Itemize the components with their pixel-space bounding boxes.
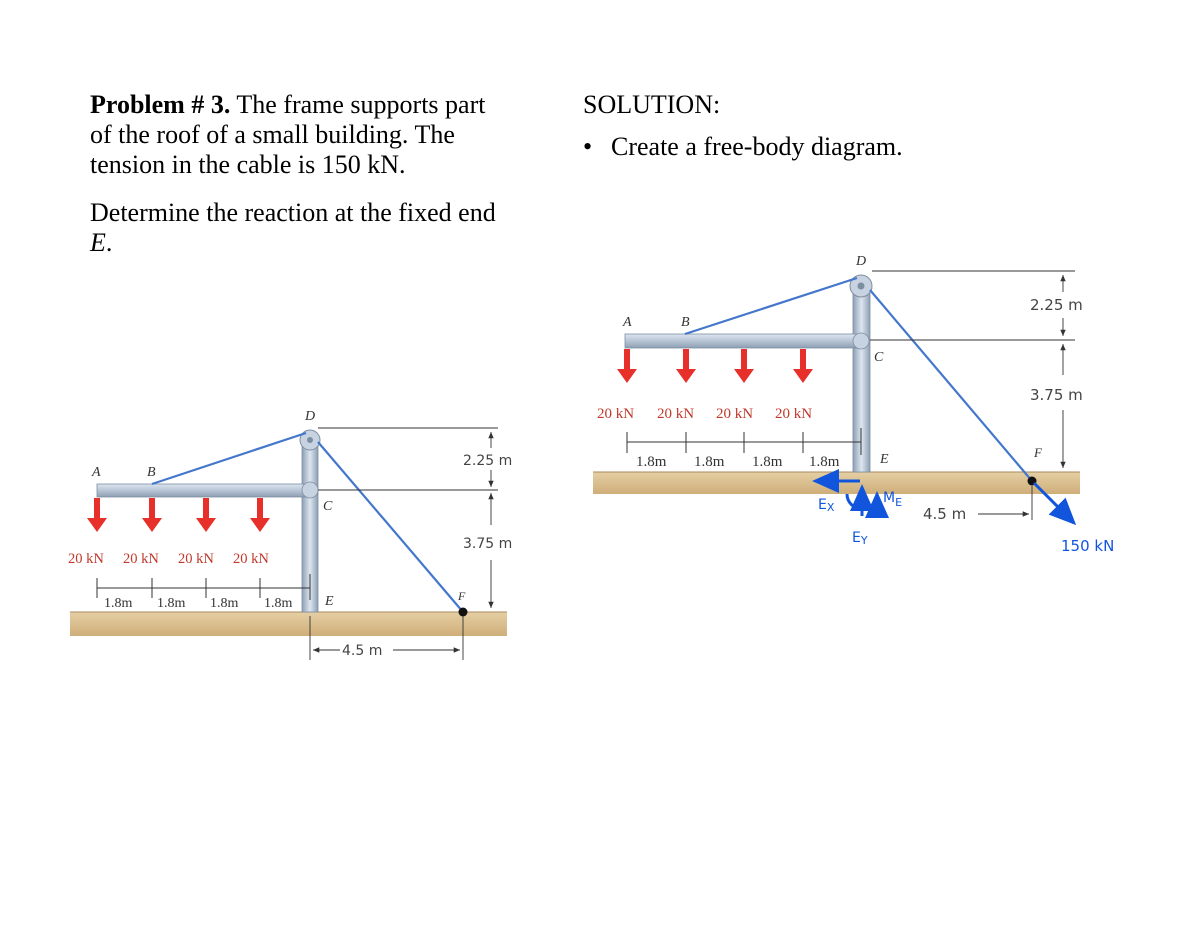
load-arrow	[87, 498, 107, 532]
load-label: 20 kN	[68, 551, 104, 567]
cable-df	[870, 290, 1032, 481]
label-d: D	[305, 409, 316, 424]
spacing-dimension	[627, 428, 861, 455]
problem-text: The frame supports part of the roof of a small building. The tension in the cable is 150 kN.	[90, 90, 486, 179]
cable-df	[318, 442, 463, 612]
dim-top-label: 2.25 m	[463, 453, 513, 469]
load-arrow	[676, 349, 696, 383]
load-arrow	[196, 498, 216, 532]
spacing-label: 1.8m	[210, 596, 239, 611]
bullet-dot: •	[583, 132, 593, 161]
spacing-label: 1.8m	[157, 596, 186, 611]
dim-base-label: 4.5 m	[342, 643, 383, 659]
spacing-label: 1.8m	[752, 454, 783, 470]
question-suffix: .	[105, 228, 113, 257]
beam-ab	[97, 484, 307, 497]
spacing-label: 1.8m	[104, 596, 133, 611]
load-arrow	[734, 349, 754, 383]
label-a: A	[92, 465, 101, 480]
load-arrow	[250, 498, 270, 532]
reaction-ey-label: EY	[852, 530, 868, 547]
label-b: B	[147, 465, 156, 480]
dim-mid-label: 3.75 m	[463, 536, 513, 552]
label-a: A	[623, 315, 632, 330]
load-arrow	[793, 349, 813, 383]
free-body-diagram	[593, 254, 1114, 555]
ground	[593, 472, 1080, 494]
label-e: E	[325, 594, 334, 609]
spacing-label: 1.8m	[264, 596, 293, 611]
dim-base-label: 4.5 m	[923, 505, 967, 523]
tension-label: 150 kN	[1061, 537, 1115, 555]
load-label: 20 kN	[233, 551, 269, 567]
question-var: E	[90, 228, 106, 257]
label-b: B	[681, 315, 690, 330]
spacing-label: 1.8m	[636, 454, 667, 470]
load-arrow	[617, 349, 637, 383]
bullet-text: Create a free-body diagram.	[611, 132, 903, 161]
load-label: 20 kN	[597, 406, 635, 422]
load-label: 20 kN	[657, 406, 695, 422]
reaction-ex-label: EX	[818, 497, 835, 514]
joint-c	[853, 333, 869, 349]
moment-me-label: $M_E$	[883, 490, 903, 509]
load-label: 20 kN	[123, 551, 159, 567]
spacing-label: 1.8m	[809, 454, 840, 470]
cable-bd	[685, 278, 857, 334]
spacing-label: 1.8m	[694, 454, 725, 470]
question-text: Determine the reaction at the fixed end	[90, 198, 496, 227]
load-label: 20 kN	[716, 406, 754, 422]
ground	[70, 612, 507, 636]
beam-ab	[625, 334, 857, 348]
cable-bd	[152, 433, 306, 484]
label-c: C	[323, 499, 333, 514]
label-c: C	[874, 350, 884, 365]
solution-heading: SOLUTION:	[583, 90, 721, 119]
label-d: D	[856, 254, 867, 269]
dim-mid-label: 3.75 m	[1030, 386, 1083, 404]
load-label: 20 kN	[178, 551, 214, 567]
load-arrow	[142, 498, 162, 532]
joint-c	[302, 482, 318, 498]
anchor-f	[459, 608, 468, 617]
dim-top-label: 2.25 m	[1030, 296, 1083, 314]
label-f: F	[1034, 445, 1042, 460]
frame-figure	[68, 409, 512, 660]
label-e: E	[880, 452, 889, 467]
problem-title: Problem # 3.	[90, 90, 231, 119]
load-label: 20 kN	[775, 406, 813, 422]
label-f: F	[458, 589, 466, 603]
